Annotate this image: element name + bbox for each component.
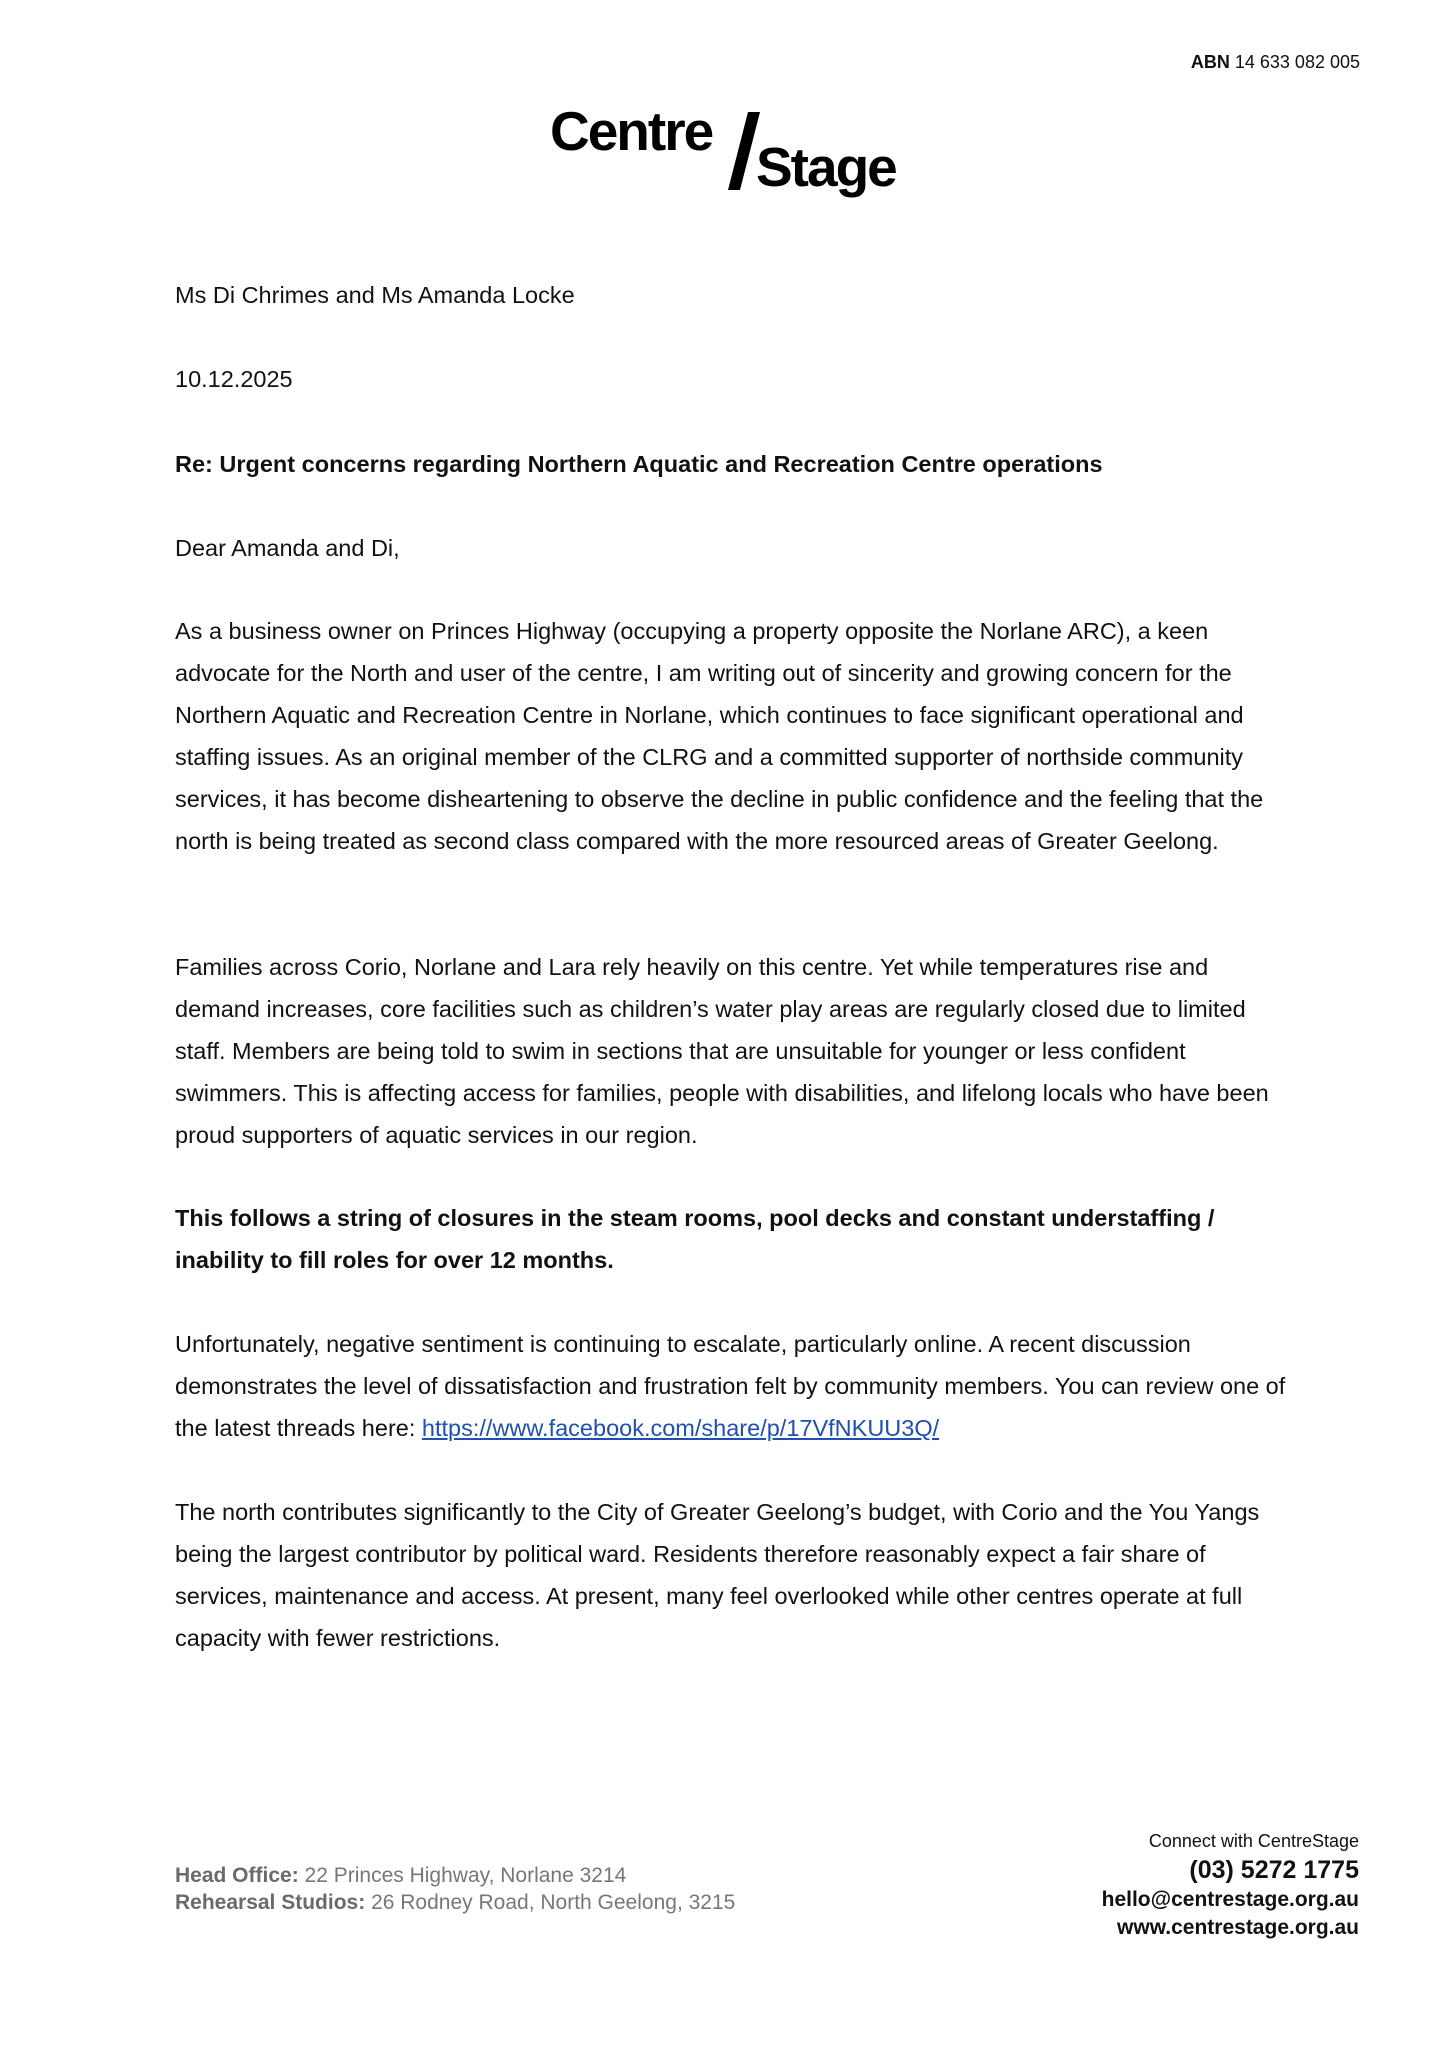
connect-label: Connect with CentreStage [1148, 1831, 1359, 1851]
abn-number: 14 633 082 005 [1234, 52, 1360, 72]
phone-number: (03) 5272 1775 [1189, 1856, 1359, 1884]
paragraph-5 [175, 1491, 1295, 1659]
paragraph-4-text [175, 1323, 1295, 1449]
website-address: www.centrestage.org.au [1117, 1916, 1359, 1939]
logo-word-stage: Stage [756, 136, 896, 198]
paragraph-3-bold [175, 1197, 1295, 1281]
rehearsal-studios-address: 26 Rodney Road, North Geelong, 3215 [371, 1891, 736, 1914]
recipient: Ms Di Chrimes and Ms Amanda Locke [175, 282, 575, 308]
footer-contact [1102, 1828, 1359, 1942]
abn-label: ABN [1190, 52, 1230, 72]
paragraph-2 [175, 946, 1295, 1156]
letter-date: 10.12.2025 [175, 366, 293, 392]
rehearsal-studios-label: Rehearsal Studios: [175, 1891, 366, 1914]
head-office-label: Head Office: [175, 1864, 299, 1887]
facebook-thread-link[interactable]: https://www.facebook.com/share/p/17VfNKUU3Q/ [421, 1415, 940, 1441]
logo-word-centre: Centre [550, 100, 713, 162]
footer-addresses [175, 1862, 735, 1916]
email-address: hello@centrestage.org.au [1101, 1888, 1359, 1911]
paragraph-4-body: Unfortunately, negative sentiment is continuing to escalate, particularly online. A recent discussion demonstrates the level of dissatisfaction and frustration felt by community members. You can review one of the latest threads here: [175, 1331, 1286, 1441]
paragraph-1-text: As a business owner on Princes Highway (occupying a property opposite the Norlane ARC), a keen advocate for the North and user of the centre, I am writing out of sincerity and growing concern for the Northern Aquatic and Recreation Centre in Norlane, which continues to face significant operational and staffing issues. As an original member of the CLRG and a committed supporter of northside community services, it has become disheartening to observe the decline in public confidence and the feeling that the north is being treated as second class compared with the more resourced areas of Greater Geelong. [175, 618, 1264, 854]
centrestage-logo [550, 100, 896, 200]
abn-line [1191, 52, 1360, 73]
head-office-line [175, 1862, 735, 1889]
paragraph-2-text: Families across Corio, Norlane and Lara rely heavily on this centre. Yet while temperatures rise and demand increases, core facilities such as children’s water play areas are regularly closed due to limited staff. Members are being told to swim in sections that are unsuitable for younger or less confident swimmers. This is affecting access for families, people with disabilities, and lifelong locals who have been proud supporters of aquatic services in our region. [175, 954, 1269, 1148]
rehearsal-studios-line [175, 1889, 735, 1916]
salutation: Dear Amanda and Di, [175, 535, 400, 561]
paragraph-3-text: This follows a string of closures in the steam rooms, pool decks and constant understaffing / inability to fill roles for over 12 months. [175, 1205, 1215, 1273]
subject-line: Re: Urgent concerns regarding Northern Aquatic and Recreation Centre operations [175, 451, 1103, 477]
paragraph-1 [175, 610, 1295, 862]
paragraph-4 [175, 1323, 1295, 1449]
paragraph-5-text: The north contributes significantly to the City of Greater Geelong’s budget, with Corio and the You Yangs being the largest contributor by political ward. Residents therefore reasonably expect a fair share of services, maintenance and access. At present, many feel overlooked while other centres operate at full capacity with fewer restrictions. [175, 1499, 1260, 1651]
head-office-address: 22 Princes Highway, Norlane 3214 [304, 1864, 627, 1887]
